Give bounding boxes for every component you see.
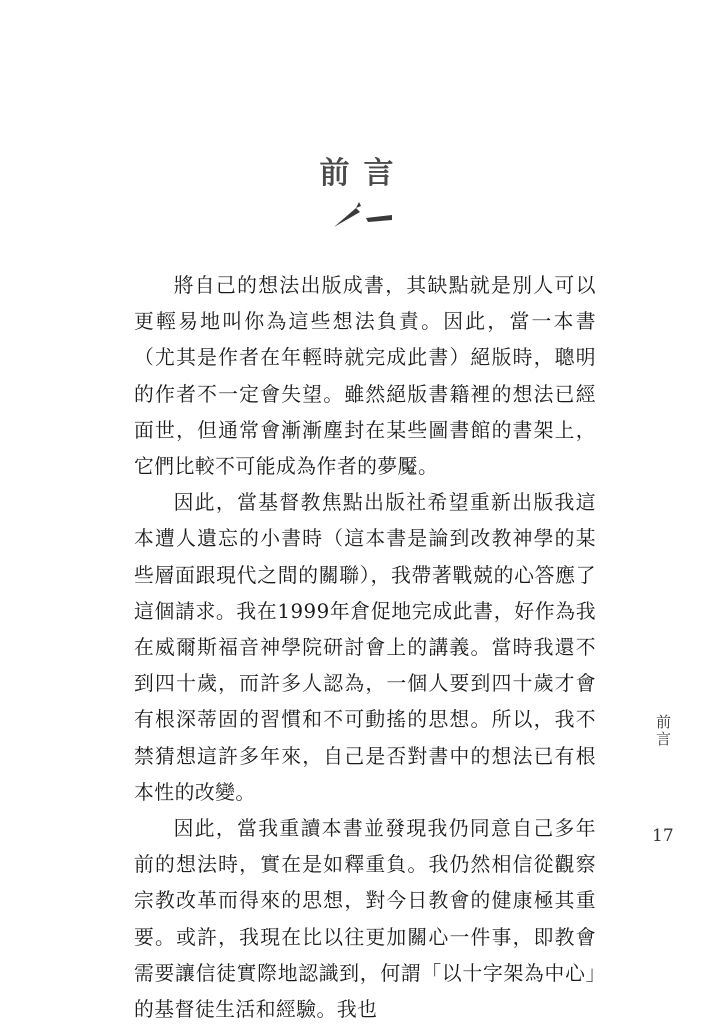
running-head: 前言: [654, 714, 672, 748]
page-number: 17: [652, 826, 674, 846]
paragraph: 因此，當我重讀本書並發現我仍同意自己多年前的想法時，實在是如釋重負。我仍然相信從觀察宗教改革而得來的思想，對今日教會的健康極其重要。或許，我現在比以往更加關心一件事，即教會需要讓信徒實際地認識到，何謂「以十字架為中心」的基督徒生活和經驗。我也: [134, 817, 596, 1022]
paragraph: 因此，當基督教焦點出版社希望重新出版我這本遭人遺忘的小書時（這本書是論到改教神學的某些層面跟現代之間的關聯），我帶著戰兢的心答應了這個請求。我在1999年倉促地完成此書，好作為我在威爾斯福音神學院研討會上的講義。當時我還不到四十歲，而許多人認為，一個人要到四十歲才會有根深蒂固的習慣和不可動搖的思想。所以，我不禁猜想這許多年來，自己是否對書中的想法已有根本性的改變。: [134, 491, 596, 804]
paragraph: 將自己的想法出版成書，其缺點就是別人可以更輕易地叫你為這些想法負責。因此，當一本書（尤其是作者在年輕時就完成此書）絕版時，聰明的作者不一定會失望。雖然絕版書籍裡的想法已經面世，但通常會漸漸塵封在某些圖書館的書架上，它們比較不可能成為作者的夢魘。: [134, 274, 596, 479]
page-title: 前言: [319, 156, 408, 191]
title-ornament: [330, 194, 396, 234]
body-text: [134, 268, 596, 1028]
